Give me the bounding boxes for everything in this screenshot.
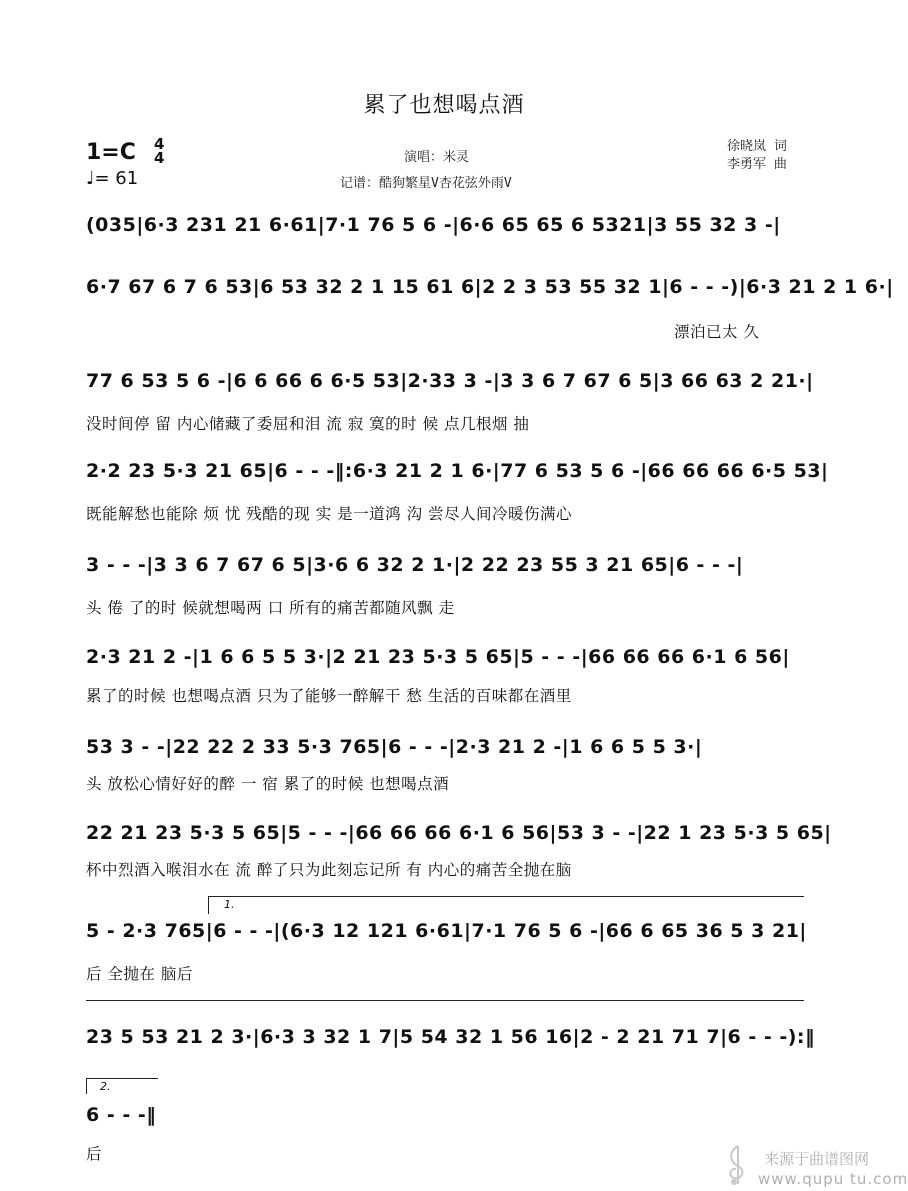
score-line-5-lyrics: 头 倦 了的时 候就想喝两 口 所有的痛苦都随风飘 走: [86, 599, 455, 617]
score-line-6-notes: 2·3 21 2 -|1 6 6 5 5 3·|2 21 23 5·3 5 65|5 - - -|66 66 66 6·1 6 56|: [86, 646, 790, 668]
volta-2-bracket-tick: [86, 1078, 87, 1094]
treble-clef-logo: [718, 1142, 756, 1186]
volta-1-continuation-line: [86, 1000, 804, 1001]
volta-1-label: 1.: [224, 898, 235, 911]
score-line-5-notes: 3 - - -|3 3 6 7 67 6 5|3·6 6 32 2 1·|2 22 23 55 3 21 65|6 - - -|: [86, 554, 744, 576]
tempo-marking: ♩= 61: [86, 168, 139, 189]
volta-1-bracket-tick: [208, 896, 209, 914]
score-line-1-notes: (035|6·3 231 21 6·61|7·1 76 5 6 -|6·6 65 65 6 5321|3 55 32 3 -|: [86, 214, 781, 236]
score-line-4-lyrics: 既能解愁也能除 烦 忧 残酷的现 实 是一道鸿 沟 尝尽人间冷暖伤满心: [86, 505, 572, 523]
volta-1-bracket-line: [208, 896, 804, 897]
score-line-2-lyrics: 漂泊已太 久: [674, 323, 760, 341]
transcriber-credit: 记谱：酷狗繁星V杏花弦外雨V: [340, 176, 512, 191]
score-line-10-notes: 23 5 53 21 2 3·|6·3 3 32 1 7|5 54 32 1 56 16|2 - 2 21 71 7|6 - - -):‖: [86, 1026, 816, 1048]
song-title: 累了也想喝点酒: [363, 93, 525, 118]
score-line-3-notes: 77 6 53 5 6 -|6 6 66 6 6·5 53|2·33 3 -|3 3 6 7 67 6 5|3 66 63 2 21·|: [86, 370, 814, 392]
volta-2-bracket-line: [86, 1078, 158, 1079]
score-line-7-notes: 53 3 - -|22 22 2 33 5·3 765|6 - - -|2·3 21 2 -|1 6 6 5 5 3·|: [86, 736, 703, 758]
volta-2-label: 2.: [100, 1080, 111, 1093]
score-line-9-notes: 5 - 2·3 765|6 - - -|(6·3 12 121 6·61|7·1 76 5 6 -|66 6 65 36 5 3 21|: [86, 920, 807, 942]
watermark-url: www.qupu tu.com: [758, 1170, 908, 1188]
singer-credit: 演唱：米灵: [404, 150, 470, 165]
score-line-9-lyrics: 后 全抛在 脑后: [86, 965, 193, 983]
score-line-7-lyrics: 头 放松心情好好的醉 一 宿 累了的时候 也想喝点酒: [86, 775, 450, 793]
time-signature-bottom: 4: [154, 149, 165, 167]
time-signature-top: 4: [154, 135, 165, 153]
score-line-8-notes: 22 21 23 5·3 5 65|5 - - -|66 66 66 6·1 6 56|53 3 - -|22 1 23 5·3 5 65|: [86, 822, 832, 844]
score-line-11-lyrics: 后: [86, 1145, 103, 1163]
score-line-2-notes: 6·7 67 6 7 6 53|6 53 32 2 1 15 61 6|2 2 3 53 55 32 1|6 - - -)|6·3 21 2 1 6·|: [86, 276, 894, 298]
score-line-11-notes: 6 - - -‖: [86, 1104, 157, 1126]
score-line-8-lyrics: 杯中烈酒入喉泪水在 流 醉了只为此刻忘记所 有 内心的痛苦全抛在脑: [86, 861, 572, 879]
treble-clef-icon: [718, 1142, 756, 1186]
score-line-4-notes: 2·2 23 5·3 21 65|6 - - -‖:6·3 21 2 1 6·|77 6 53 5 6 -|66 66 66 6·5 53|: [86, 460, 829, 482]
score-line-3-lyrics: 没时间停 留 内心储藏了委屈和泪 流 寂 寞的时 候 点几根烟 抽: [86, 415, 530, 433]
score-line-6-lyrics: 累了的时候 也想喝点酒 只为了能够一醉解干 愁 生活的百味都在酒里: [86, 687, 572, 705]
watermark-text: 来源于曲谱图网: [764, 1150, 870, 1168]
composer-credit: 李勇军 曲: [727, 157, 787, 172]
lyricist-credit: 徐晓岚 词: [727, 139, 787, 154]
time-signature: [154, 137, 164, 165]
key-signature: 1=C: [86, 140, 136, 165]
